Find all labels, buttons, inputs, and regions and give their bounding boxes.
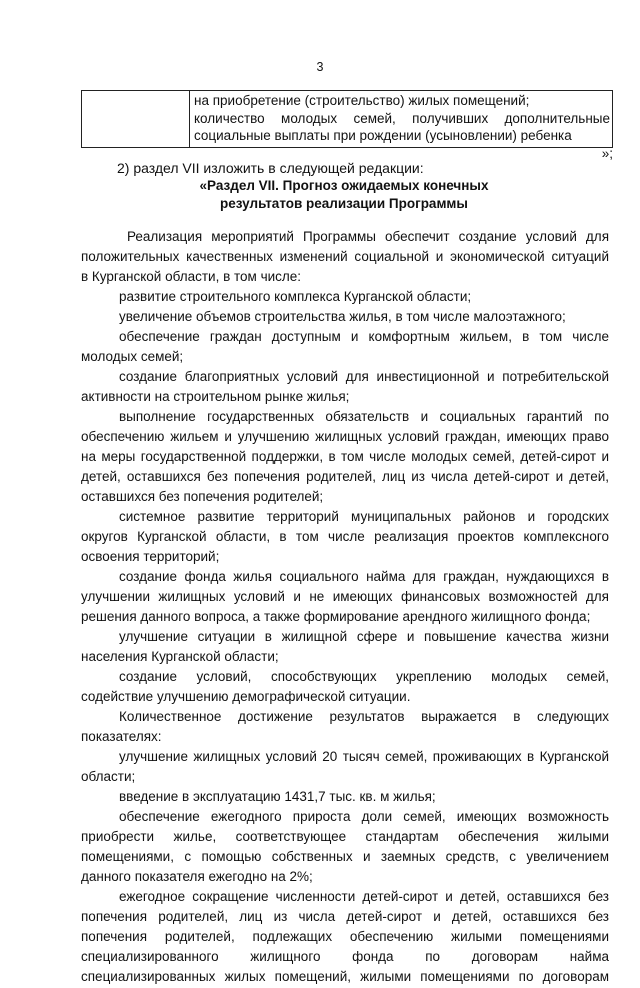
continued-table (81, 90, 613, 148)
paragraph-line: в Курганской области, в том числе: (81, 269, 302, 284)
section-body (81, 228, 609, 988)
paragraph-line: попечения родителей, лиц из числа детей-сирот и детей, оставшихся без (81, 909, 609, 924)
paragraph-line: развитие строительного комплекса Курганской области; (119, 289, 472, 304)
paragraph-line: Количественное достижение результатов выражается в следующих (119, 709, 609, 724)
table-cell-line: социальные выплаты при рождении (усыновлении) ребенка (194, 128, 572, 143)
paragraph-line: содействие улучшению демографической ситуации. (81, 689, 411, 704)
paragraph-line: улучшение ситуации в жилищной сфере и повышение качества жизни (119, 629, 609, 644)
paragraph-line: ежегодное сокращение численности детей-сирот и детей, оставшихся без (119, 889, 609, 904)
paragraph-line: специализированного жилищного фонда по договорам найма (81, 949, 609, 964)
paragraph-line: приобрести жилье, соответствующее стандартам обеспечения жилыми (81, 829, 609, 844)
table-cell-text (190, 91, 613, 148)
paragraph-line: обеспечение ежегодного прироста доли семей, имеющих возможность (119, 809, 609, 824)
paragraph-line: освоения территорий; (81, 549, 220, 564)
paragraph-line: данного показателя ежегодно на 2%; (81, 869, 313, 884)
table-cell-line: количество молодых семей, получивших дополнительные (194, 110, 610, 126)
table-cell-empty (82, 91, 190, 148)
paragraph-line: решения данного вопроса, а также формирование арендного жилищного фонда; (81, 609, 591, 624)
section-heading-line2: результатов реализации Программы (220, 196, 468, 211)
paragraph-line: попечения родителей, подлежащих обеспечению жилыми помещениями (81, 929, 609, 944)
paragraph-line: увеличение объемов строительства жилья, в том числе малоэтажного; (119, 309, 566, 324)
paragraph-line: показателях: (81, 729, 162, 744)
paragraph-line: обеспечение граждан доступным и комфортным жильем, в том числе (119, 329, 609, 344)
paragraph-line: помещениями, с помощью собственных и заемных средств, с увеличением (81, 849, 609, 864)
paragraph-line: улучшении жилищных условий и не имеющих финансовых возможностей для (81, 589, 609, 604)
paragraph-line: области; (81, 769, 136, 784)
paragraph-line: системное развитие территорий муниципальных районов и городских (119, 509, 609, 524)
paragraph-line: округов Курганской области, в том числе реализация проектов комплексного (81, 529, 609, 544)
paragraph-line: детей, оставшихся без попечения родителей, лиц из числа детей-сирот и детей, (81, 469, 609, 484)
paragraph-line: оставшихся без попечения родителей; (81, 489, 324, 504)
paragraph-line: Реализация мероприятий Программы обеспечит создание условий для (127, 229, 609, 244)
paragraph-line: молодых семей; (81, 349, 184, 364)
paragraph-line: населения Курганской области; (81, 649, 279, 664)
paragraph-line: на меры государственной поддержки, в том числе молодых семей, детей-сирот и (81, 449, 609, 464)
paragraph-line: положительных качественных изменений социальной и экономической ситуаций (81, 249, 609, 264)
paragraph-line: специализированных жилых помещений, жилыми помещениями по договорам (81, 969, 609, 984)
section-heading-line1: «Раздел VII. Прогноз ожидаемых конечных (199, 178, 489, 193)
paragraph-line: обеспечению жильем и улучшению жилищных условий граждан, имеющих право (81, 429, 609, 444)
paragraph-line: улучшение жилищных условий 20 тысяч семей, проживающих в Курганской (119, 749, 609, 764)
paragraph-line: введение в эксплуатацию 1431,7 тыс. кв. м жилья; (119, 789, 436, 804)
paragraph-line: выполнение государственных обязательств и социальных гарантий по (119, 409, 609, 424)
paragraph-line: создание фонда жилья социального найма для граждан, нуждающихся в (119, 569, 609, 584)
table-cell-line: на приобретение (строительство) жилых помещений; (194, 93, 530, 108)
paragraph-line: создание условий, способствующих укреплению молодых семей, (119, 669, 609, 684)
closing-quote-mark: »; (601, 146, 613, 161)
paragraph-line: активности на строительном рынке жилья; (81, 389, 350, 404)
paragraph-line: создание благоприятных условий для инвестиционной и потребительской (119, 369, 609, 384)
amendment-intro: 2) раздел VII изложить в следующей редакции: (117, 160, 424, 176)
table-row (82, 91, 613, 148)
page-number: 3 (316, 60, 324, 74)
